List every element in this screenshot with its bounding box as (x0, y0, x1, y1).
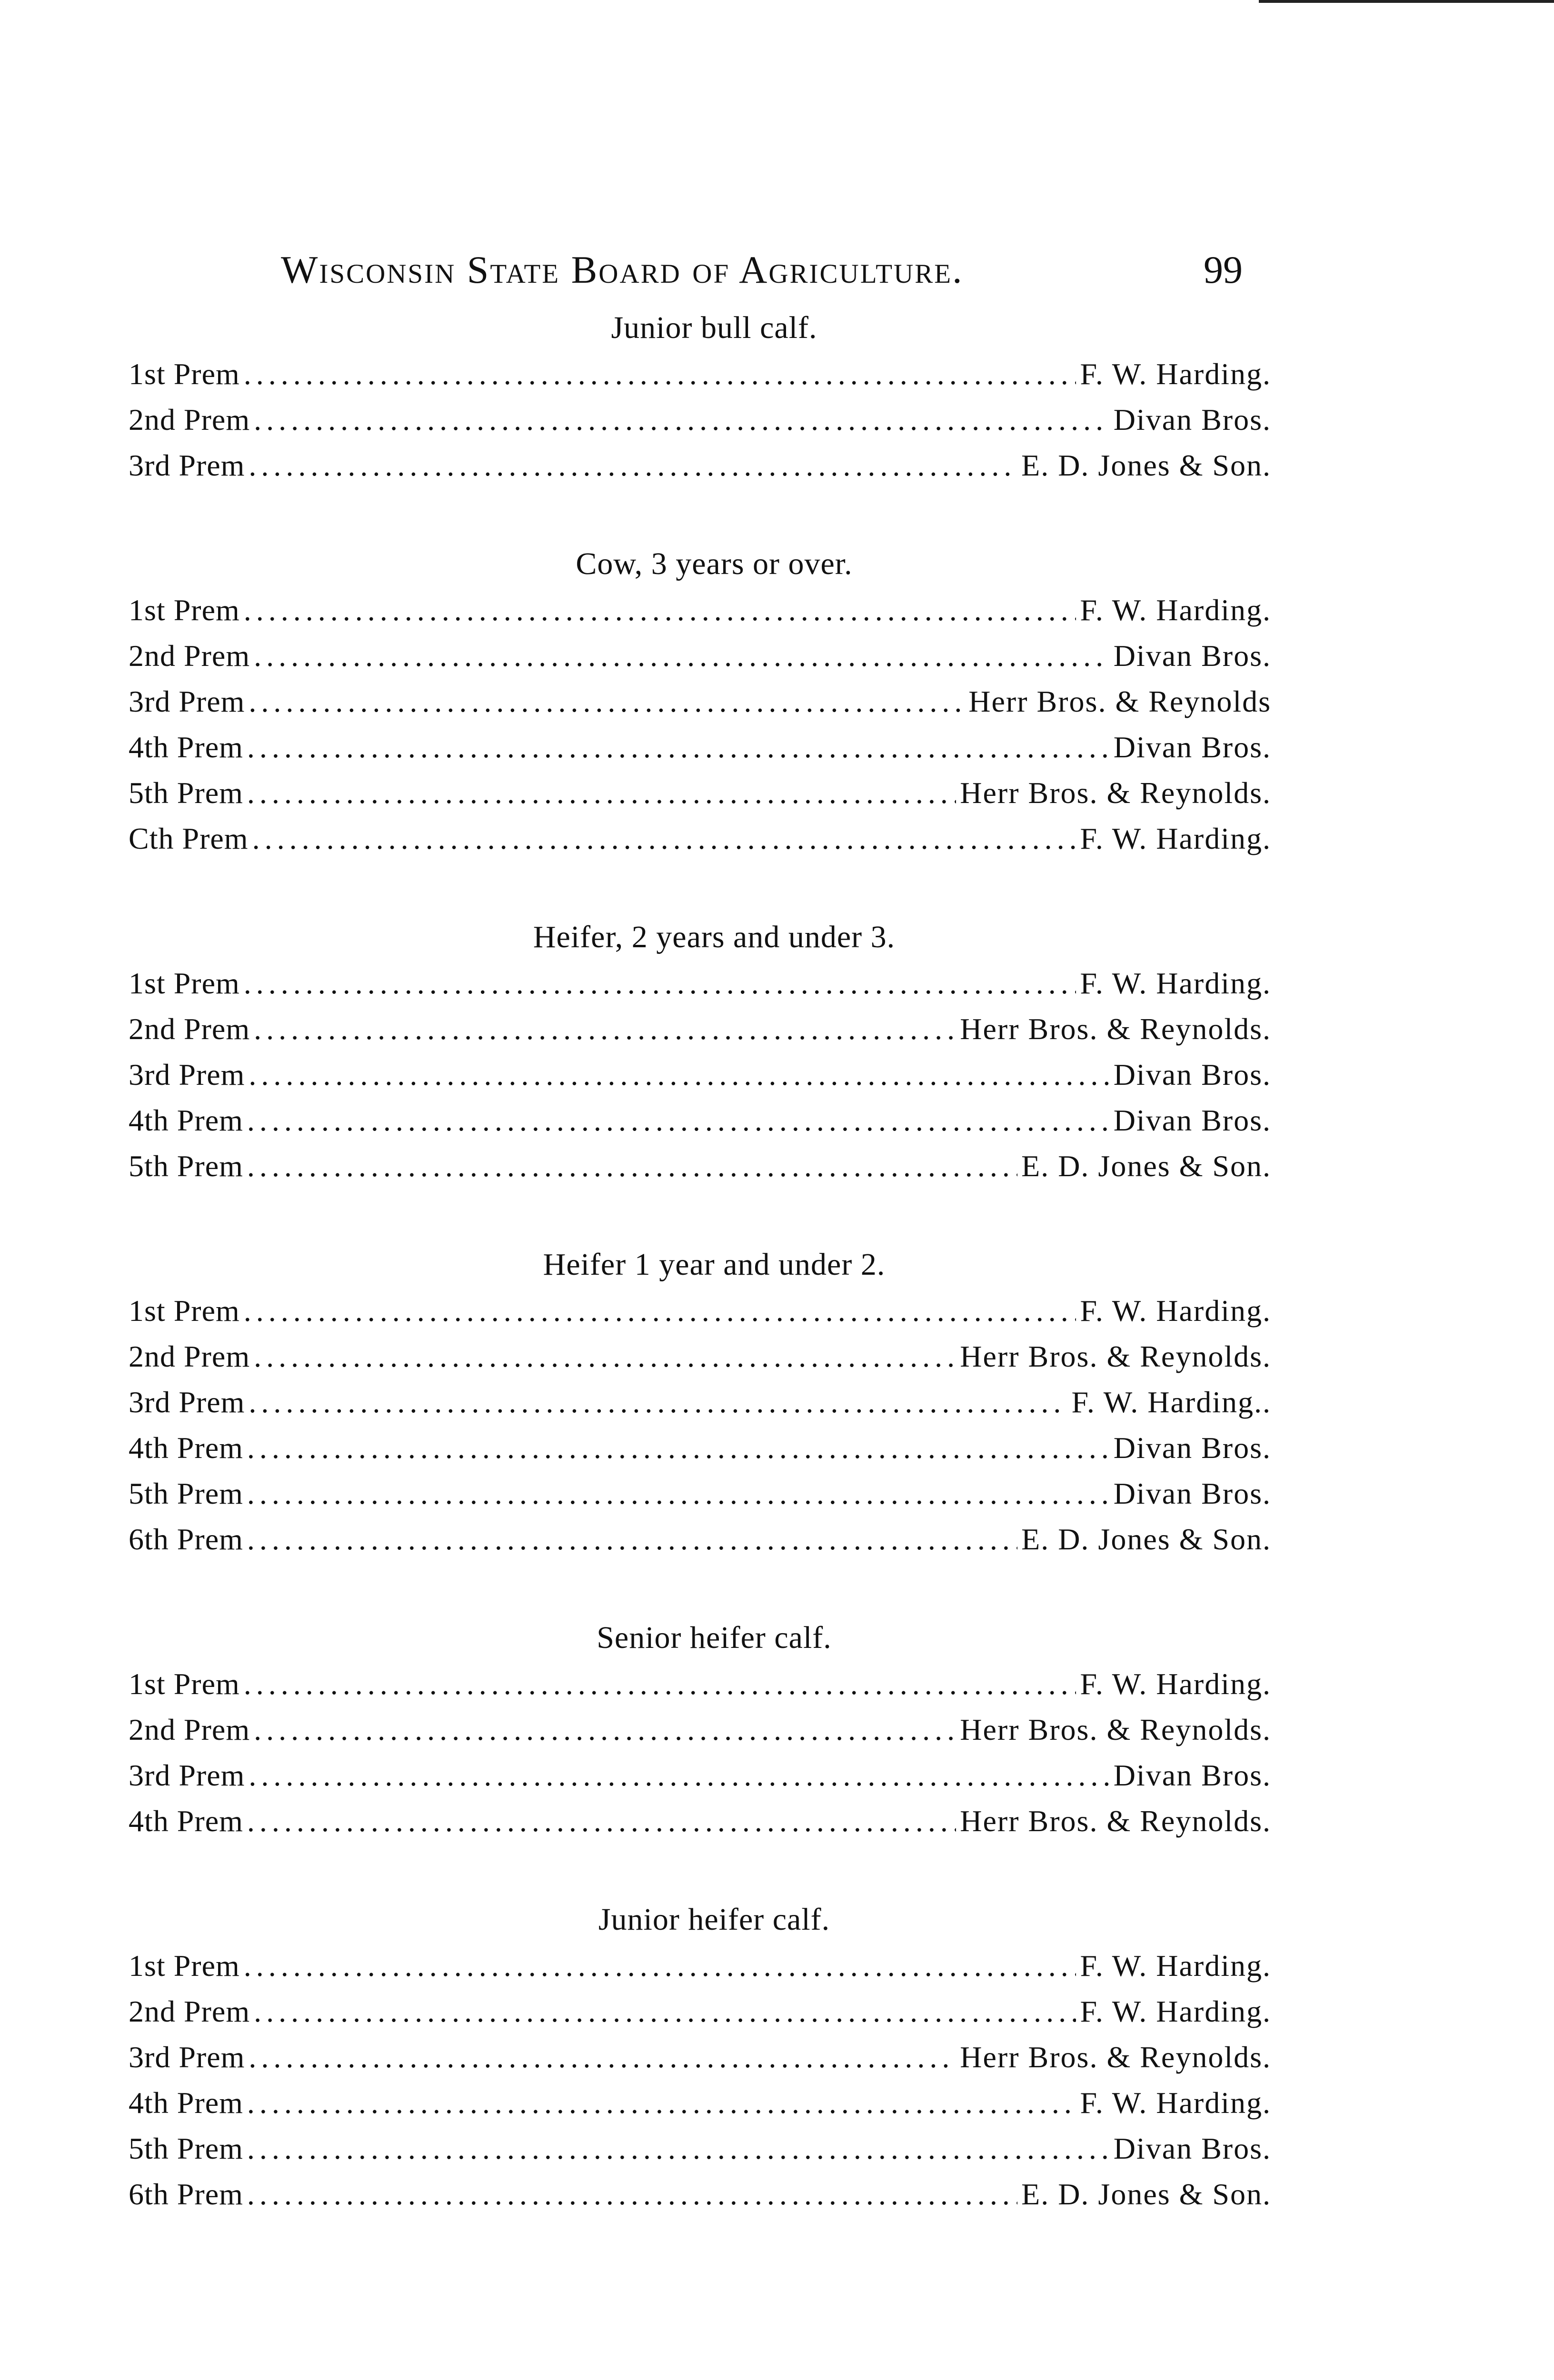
premium-winner: E. D. Jones & Son. (1021, 2177, 1271, 2211)
premium-place: 1st Prem (129, 1949, 240, 1983)
premium-row (129, 397, 1271, 443)
premium-section (129, 305, 1271, 488)
premium-winner: Herr Bros. & Reynolds. (960, 776, 1271, 810)
dot-leader (249, 1052, 1109, 1098)
premium-place: 4th Prem (129, 730, 243, 764)
premium-place: 4th Prem (129, 1103, 243, 1137)
dot-leader (249, 1753, 1109, 1798)
dot-leader (249, 1379, 1067, 1425)
premium-winner: F. W. Harding. (1080, 357, 1271, 391)
dot-leader (254, 397, 1110, 443)
dot-leader (249, 679, 965, 724)
premium-row (129, 770, 1271, 816)
premium-winner: Herr Bros. & Reynolds (968, 684, 1271, 718)
premium-place: 3rd Prem (129, 1385, 245, 1419)
page-header (129, 248, 1271, 305)
premium-winner: E. D. Jones & Son. (1021, 1149, 1271, 1183)
premium-section (129, 1615, 1271, 1844)
premium-row (129, 633, 1271, 679)
premium-place: 1st Prem (129, 1294, 240, 1328)
premium-winner: Divan Bros. (1113, 1431, 1271, 1465)
premium-row (129, 1989, 1271, 2034)
premium-row (129, 1943, 1271, 1989)
page-edge-rule (1259, 0, 1554, 3)
premium-row (129, 1517, 1271, 1562)
premium-row (129, 1661, 1271, 1707)
premium-place: 3rd Prem (129, 684, 245, 718)
dot-leader (244, 587, 1076, 633)
premium-row (129, 1425, 1271, 1471)
premium-place: 6th Prem (129, 1522, 243, 1556)
dot-leader (247, 2126, 1110, 2172)
dot-leader (254, 1006, 956, 1052)
premium-place: 6th Prem (129, 2177, 243, 2211)
premium-winner: Herr Bros. & Reynolds. (960, 1713, 1271, 1746)
premium-row (129, 961, 1271, 1006)
premium-winner: F. W. Harding. (1080, 966, 1271, 1000)
section-title: Cow, 3 years or over. (576, 546, 853, 581)
premium-winner: Divan Bros. (1113, 1477, 1271, 1510)
premium-row (129, 816, 1271, 862)
dot-leader (247, 1425, 1110, 1471)
premium-row (129, 2126, 1271, 2172)
premium-winner: Herr Bros. & Reynolds. (960, 1339, 1271, 1373)
premium-row (129, 2034, 1271, 2080)
premium-place: 3rd Prem (129, 2040, 245, 2074)
premium-row (129, 1753, 1271, 1798)
premium-place: 4th Prem (129, 2086, 243, 2120)
section-gap (129, 1844, 1271, 1896)
dot-leader (254, 1707, 956, 1753)
premium-row (129, 1707, 1271, 1753)
premium-winner: F. W. Harding. (1080, 1667, 1271, 1701)
premium-winner: E. D. Jones & Son. (1021, 448, 1271, 482)
premium-place: 2nd Prem (129, 1012, 250, 1046)
premium-row (129, 1143, 1271, 1189)
premium-place: 3rd Prem (129, 448, 245, 482)
section-title: Junior heifer calf. (598, 1902, 830, 1937)
premium-row (129, 1334, 1271, 1379)
dot-leader (247, 1143, 1017, 1189)
premium-row (129, 1006, 1271, 1052)
running-head: Wisconsin State Board of Agriculture. (281, 248, 964, 291)
premium-winner: F. W. Harding. (1080, 2086, 1271, 2120)
dot-leader (244, 351, 1076, 397)
premium-place: 2nd Prem (129, 639, 250, 673)
premium-section (129, 1896, 1271, 2217)
premium-place: 4th Prem (129, 1804, 243, 1838)
section-title: Senior heifer calf. (597, 1620, 832, 1655)
premium-row (129, 1471, 1271, 1517)
premium-winner: Divan Bros. (1113, 730, 1271, 764)
premium-row (129, 1798, 1271, 1844)
premium-row (129, 1098, 1271, 1143)
premium-row (129, 443, 1271, 488)
dot-leader (254, 633, 1110, 679)
premium-place: 2nd Prem (129, 403, 250, 436)
premium-place: 1st Prem (129, 357, 240, 391)
premium-row (129, 351, 1271, 397)
premium-section (129, 541, 1271, 862)
dot-leader (249, 2034, 956, 2080)
premium-winner: Divan Bros. (1113, 2132, 1271, 2165)
premium-winner: F. W. Harding. (1080, 822, 1271, 855)
premium-winner: F. W. Harding. (1080, 1294, 1271, 1328)
section-gap (129, 1189, 1271, 1241)
premium-winner: Divan Bros. (1113, 1058, 1271, 1091)
dot-leader (254, 1989, 1076, 2034)
premium-winner: Divan Bros. (1113, 639, 1271, 673)
section-title: Heifer 1 year and under 2. (543, 1247, 886, 1282)
premium-row (129, 1052, 1271, 1098)
premium-winner: F. W. Harding.. (1071, 1385, 1271, 1419)
premium-row (129, 1379, 1271, 1425)
dot-leader (247, 1798, 956, 1844)
premium-row (129, 2172, 1271, 2217)
premium-winner: Herr Bros. & Reynolds. (960, 1804, 1271, 1838)
dot-leader (249, 443, 1017, 488)
premium-place: 1st Prem (129, 966, 240, 1000)
section-gap (129, 1562, 1271, 1615)
premium-row (129, 2080, 1271, 2126)
premium-row (129, 724, 1271, 770)
dot-leader (247, 1517, 1017, 1562)
dot-leader (247, 1471, 1110, 1517)
premium-winner: Divan Bros. (1113, 403, 1271, 436)
premium-winner: E. D. Jones & Son. (1021, 1522, 1271, 1556)
document-page (129, 248, 1271, 2217)
dot-leader (247, 2172, 1017, 2217)
dot-leader (247, 2080, 1076, 2126)
premium-place: 4th Prem (129, 1431, 243, 1465)
premium-section (129, 1241, 1271, 1562)
premium-winner: F. W. Harding. (1080, 1994, 1271, 2028)
premium-winner: F. W. Harding. (1080, 593, 1271, 627)
page-number: 99 (1204, 248, 1243, 291)
premium-place: 5th Prem (129, 2132, 243, 2165)
dot-leader (244, 961, 1076, 1006)
section-title: Heifer, 2 years and under 3. (533, 920, 896, 954)
premium-place: 3rd Prem (129, 1058, 245, 1091)
section-gap (129, 862, 1271, 914)
premium-place: 2nd Prem (129, 1339, 250, 1373)
premium-row (129, 679, 1271, 724)
dot-leader (247, 1098, 1110, 1143)
premium-place: 1st Prem (129, 1667, 240, 1701)
premium-winner: Divan Bros. (1113, 1758, 1271, 1792)
dot-leader (252, 816, 1076, 862)
premium-place: 5th Prem (129, 776, 243, 810)
dot-leader (247, 724, 1110, 770)
premium-place: Cth Prem (129, 822, 249, 855)
premium-place: 2nd Prem (129, 1713, 250, 1746)
premium-winner: Herr Bros. & Reynolds. (960, 2040, 1271, 2074)
section-gap (129, 488, 1271, 541)
premium-place: 3rd Prem (129, 1758, 245, 1792)
dot-leader (244, 1288, 1076, 1334)
dot-leader (244, 1943, 1076, 1989)
premium-row (129, 587, 1271, 633)
premium-place: 5th Prem (129, 1477, 243, 1510)
dot-leader (254, 1334, 956, 1379)
premium-winner: Herr Bros. & Reynolds. (960, 1012, 1271, 1046)
dot-leader (247, 770, 956, 816)
premium-place: 1st Prem (129, 593, 240, 627)
section-title: Junior bull calf. (611, 310, 817, 345)
dot-leader (244, 1661, 1076, 1707)
premium-place: 2nd Prem (129, 1994, 250, 2028)
premium-winner: F. W. Harding. (1080, 1949, 1271, 1983)
premium-place: 5th Prem (129, 1149, 243, 1183)
premium-row (129, 1288, 1271, 1334)
premium-section (129, 914, 1271, 1189)
premium-winner: Divan Bros. (1113, 1103, 1271, 1137)
